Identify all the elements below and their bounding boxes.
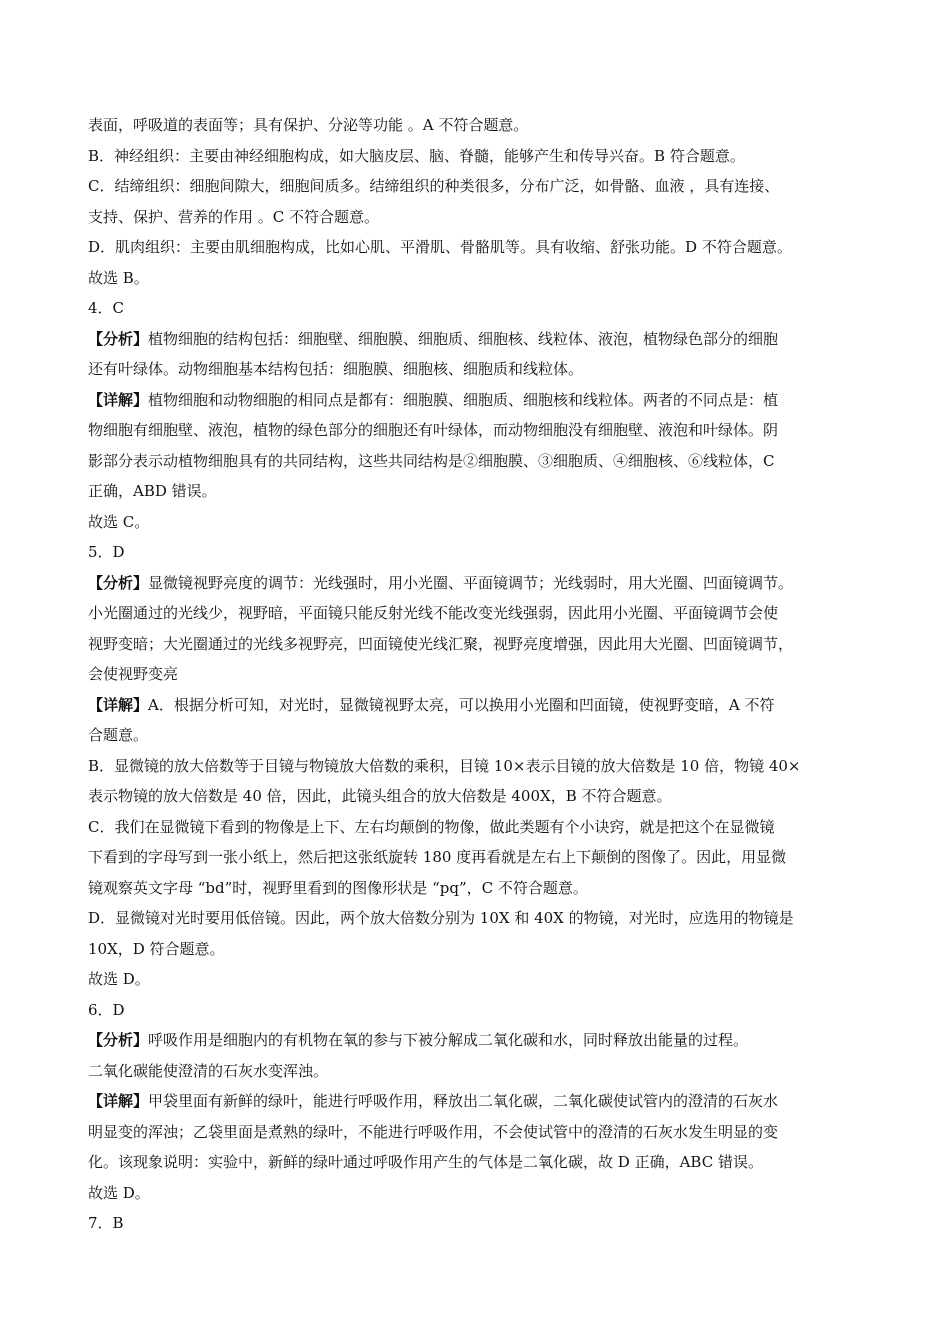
line-text: 表面，呼吸道的表面等；具有保护、分泌等功能 。A 不符合题意。 — [88, 116, 529, 134]
line-text: 正确，ABD 错误。 — [88, 482, 217, 500]
line-text: 故选 C。 — [88, 512, 150, 531]
text-line — [88, 659, 868, 690]
line-text: 表示物镜的放大倍数是 40 倍，因此，此镜头组合的放大倍数是 400X，B 不符合题意。 — [88, 787, 672, 805]
text-line — [88, 446, 868, 477]
section-tag: 【详解】 — [88, 390, 149, 409]
text-line — [88, 263, 868, 294]
line-text: 故选 D。 — [88, 1183, 150, 1202]
text-line — [88, 690, 868, 721]
section-tag: 【分析】 — [88, 329, 149, 348]
section-tag: 【分析】 — [88, 573, 149, 592]
text-line — [88, 964, 868, 995]
text-line — [88, 842, 868, 873]
document-page — [88, 110, 868, 1239]
text-line — [88, 202, 868, 233]
line-text: 呼吸作用是细胞内的有机物在氧的参与下被分解成二氧化碳和水，同时释放出能量的过程。 — [148, 1031, 749, 1049]
text-line — [88, 629, 868, 660]
text-line — [88, 415, 868, 446]
line-text: D．显微镜对光时要用低倍镜。因此，两个放大倍数分别为 10X 和 40X 的物镜，对光时，应选用的物镜是 — [88, 909, 794, 927]
line-text: B．神经组织：主要由神经细胞构成，如大脑皮层、脑、脊髓，能够产生和传导兴奋。B 符合题意。 — [88, 146, 745, 165]
text-line — [88, 232, 868, 263]
text-line — [88, 141, 868, 172]
line-text: 还有叶绿体。动物细胞基本结构包括：细胞膜、细胞核、细胞质和线粒体。 — [88, 360, 584, 378]
line-text: 化。该现象说明：实验中，新鲜的绿叶通过呼吸作用产生的气体是二氧化碳，故 D 正确，ABC 错误。 — [88, 1153, 763, 1171]
line-text: 下看到的字母写到一张小纸上，然后把这张纸旋转 180 度再看就是左右上下颠倒的图像了。因此，用显微 — [88, 848, 787, 866]
line-text: 小光圈通过的光线少，视野暗，平面镜只能反射光线不能改变光线强弱，因此用小光圈、平面镜调节会使 — [88, 604, 779, 622]
text-line — [88, 934, 868, 965]
text-line — [88, 476, 868, 507]
text-line — [88, 1208, 868, 1239]
line-text: 镜观察英文字母 “bd”时，视野里看到的图像形状是 “pq”，C 不符合题意。 — [88, 878, 588, 897]
text-line — [88, 720, 868, 751]
line-text: 故选 D。 — [88, 970, 150, 988]
text-line — [88, 110, 868, 141]
text-line — [88, 1086, 868, 1117]
line-text: 故选 B。 — [88, 268, 149, 287]
line-text: 物细胞有细胞壁、液泡，植物的绿色部分的细胞还有叶绿体，而动物细胞没有细胞壁、液泡和叶绿体。阴 — [88, 421, 779, 439]
text-line — [88, 751, 868, 782]
text-line — [88, 1025, 868, 1056]
section-tag: 【详解】 — [88, 1092, 149, 1110]
line-text: C．结缔组织：细胞间隙大，细胞间质多。结缔组织的种类很多，分布广泛，如骨骼、血液 ，具有连接、 — [88, 177, 780, 195]
line-text: 10X，D 符合题意。 — [88, 939, 225, 958]
text-line — [88, 1117, 868, 1148]
line-text: 6．D — [88, 1000, 125, 1019]
line-text: 合题意。 — [88, 726, 149, 744]
text-line — [88, 903, 868, 934]
line-text: C．我们在显微镜下看到的物像是上下、左右均颠倒的物像，做此类题有个小诀窍，就是把这个在显微镜 — [88, 817, 775, 836]
text-line — [88, 568, 868, 599]
line-text: 影部分表示动植物细胞具有的共同结构，这些共同结构是②细胞膜、③细胞质、④细胞核、⑥线粒体，C — [88, 451, 775, 470]
text-line — [88, 873, 868, 904]
text-line — [88, 781, 868, 812]
line-text: 二氧化碳能使澄清的石灰水变浑浊。 — [88, 1061, 329, 1080]
line-text: 植物细胞和动物细胞的相同点是都有：细胞膜、细胞质、细胞核和线粒体。两者的不同点是：植 — [148, 390, 779, 409]
text-line — [88, 385, 868, 416]
line-text: D．肌肉组织：主要由肌细胞构成，比如心肌、平滑肌、骨骼肌等。具有收缩、舒张功能。D 不符合题意。 — [88, 238, 792, 256]
line-text: 显微镜视野亮度的调节：光线强时，用小光圈、平面镜调节；光线弱时，用大光圈、凹面镜调节。 — [148, 573, 794, 592]
text-line — [88, 354, 868, 385]
text-line — [88, 171, 868, 202]
line-text: 4．C — [88, 299, 125, 317]
line-text: A．根据分析可知，对光时，显微镜视野太亮，可以换用小光圈和凹面镜，使视野变暗，A 不符 — [148, 695, 775, 714]
text-line — [88, 293, 868, 324]
line-text: B．显微镜的放大倍数等于目镜与物镜放大倍数的乘积，目镜 10×表示目镜的放大倍数是 10 倍，物镜 40× — [88, 756, 801, 775]
line-text: 7．B — [88, 1214, 124, 1232]
text-line — [88, 812, 868, 843]
text-line — [88, 537, 868, 568]
text-line — [88, 1056, 868, 1087]
text-line — [88, 507, 868, 538]
text-line — [88, 324, 868, 355]
line-text: 甲袋里面有新鲜的绿叶，能进行呼吸作用，释放出二氧化碳，二氧化碳使试管内的澄清的石灰水 — [148, 1092, 779, 1110]
line-text: 视野变暗；大光圈通过的光线多视野亮，凹面镜使光线汇聚，视野亮度增强，因此用大光圈、凹面镜调节， — [88, 634, 794, 653]
section-tag: 【详解】 — [88, 695, 149, 714]
line-text: 植物细胞的结构包括：细胞壁、细胞膜、细胞质、细胞核、线粒体、液泡，植物绿色部分的细胞 — [148, 329, 779, 348]
text-line — [88, 995, 868, 1026]
text-line — [88, 1147, 868, 1178]
line-text: 5．D — [88, 543, 125, 561]
text-line — [88, 598, 868, 629]
line-text: 支持、保护、营养的作用 。C 不符合题意。 — [88, 207, 380, 226]
line-text: 明显变的浑浊；乙袋里面是煮熟的绿叶，不能进行呼吸作用，不会使试管中的澄清的石灰水发生明显的变 — [88, 1122, 779, 1141]
text-line — [88, 1178, 868, 1209]
section-tag: 【分析】 — [88, 1031, 149, 1049]
line-text: 会使视野变亮 — [88, 665, 179, 683]
